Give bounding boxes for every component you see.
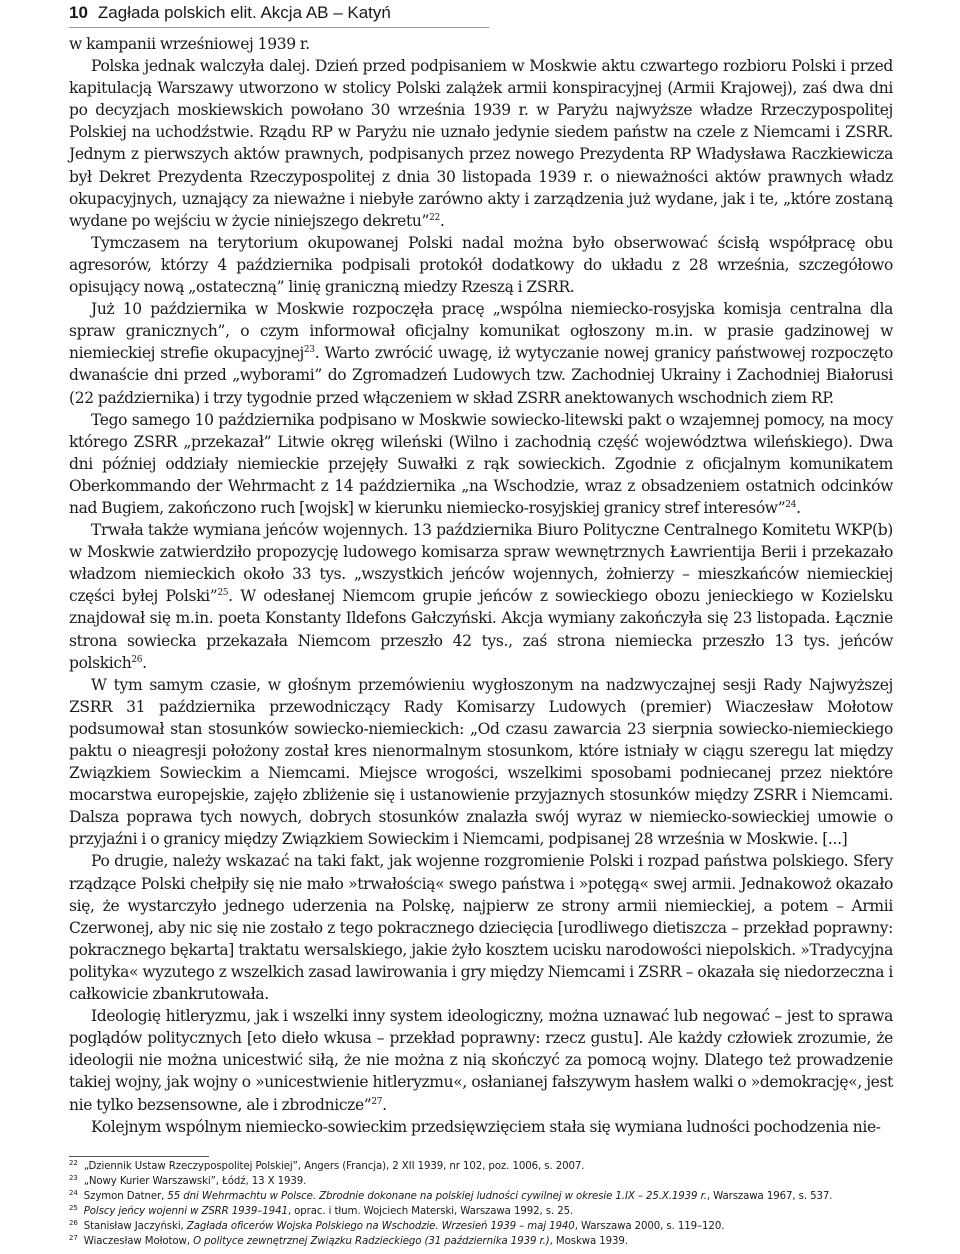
footnote-number: 24: [69, 1188, 78, 1197]
paragraph: Tego samego 10 października podpisano w Moskwie sowiecko-litewski pakt o wzajemnej pomocy, na mocy którego ZSRR „przekazał” Litwie okręg wileński (Wilno i zachodnią część województwa wileńskiego). Dwa dni później oddziały niemieckie przejęły Suwałki z rąk sowieckich. Zgodnie z oficjalnym komunikatem Oberkommando der Wehrmacht z 14 października „na Wschodzie, wraz z obsadzeniem ostatnich odcinków nad Bugiem, zakończono ruch [wojsk] w kierunku niemiecko-rosyjskiej granicy stref interesów”$^{24}$.: [69, 410, 893, 517]
footnote-ref: 27: [371, 1096, 383, 1107]
footnote: $^{24}$ Szymon Datner, 55 dni Wehrmachtu w Polsce. Zbrodnie dokonane na polskiej ludności cywilnej w okresie 1.IX – 25.X.1939 r., Warszawa 1967, s. 537.: [69, 1188, 833, 1203]
footnote: $^{25}$ Polscy jeńcy wojenni w ZSRR 1939–1941, oprac. i tłum. Wojciech Materski, Warszawa 1992, s. 25.: [69, 1203, 574, 1218]
paragraph: Tymczasem na terytorium okupowanej Polski nadal można było obserwować ścisłą współpracę obu agresorów, którzy 4 października podpisali protokół dodatkowy do układu z 28 września, szczegółowo opisujący nową „ostateczną” linię graniczną miedzy Rzeszą i ZSRR.: [69, 233, 893, 297]
paragraph: Trwała także wymiana jeńców wojennych. 13 października Biuro Polityczne Centralnego Komitetu WKP(b) w Moskwie zatwierdziło propozycję ludowego komisarza spraw wewnętrznych Ławrientija Berii i przekazało władzom niemieckich około 33 tys. „wszystkich jeńców wojennych, żołnierzy – mieszkańców niemieckiej części byłej Polski”$^{25}$. W odesłanej Niemcom grupie jeńców z sowieckiego obozu jenieckiego w Kozielsku znajdował się m.in. poeta Konstanty Ildefons Gałczyński. Akcja wymiany zakończyła się 23 listopada. Łącznie strona sowiecka przekazała Niemcom przeszło 42 tys., zaś strona niemiecka przeszło 13 tys. jeńców polskich$^{26}$.: [69, 521, 894, 672]
paragraph: Po drugie, należy wskazać na taki fakt, jak wojenne rozgromienie Polski i rozpad państwa polskiego. Sfery rządzące Polski chełpiły się nie mało »trwałością« swego państwa i »potęgą« swej armii. Jednakowoż okazało się, że wystarczyło jednego uderzenia na Polskę, najpierw ze strony armii niemieckiej, a potem – Armii Czerwonej, aby nic się nie zostało z tego pokracznego dziecięcia [urodliwego dietiszcza – przekład poprawny: pokracznego bękarta] traktatu wersalskiego, jakie żyło kosztem ucisku narodowości niepolskich. »Tradycyjna polityka« wyzutego z wszelkich zasad lawirowania i gry między Niemcami i ZSRR – okazała się niedorzeczna i całkowicie zbankrutowała.: [69, 852, 893, 1004]
footnote-number: 26: [69, 1218, 78, 1227]
footnote-ref: 26: [131, 654, 143, 665]
paragraph: Już 10 października w Moskwie rozpoczęła pracę „wspólna niemiecko-rosyjska komisja centralna dla spraw granicznych”, o czym informował oficjalny komunikat ogłoszony m.in. w prasie gadzinowej w niemieckiej strefie okupacyjnej$^{23}$. Warto zwrócić uwagę, iż wytyczanie nowej granicy państwowej rozpoczęto dwanaście dni przed „wyborami” do Zgromadzeń Ludowych tzw. Zachodniej Ukrainy i Zachodniej Białorusi (22 października) i trzy tygodnie przed włączeniem w skład ZSRR anektowanych wschodnich ziem RP.: [69, 300, 893, 407]
running-head-title: Zagłada polskich elit. Akcja AB – Katyń: [97, 3, 391, 22]
footnote-number: 23: [69, 1173, 78, 1182]
running-head-rule: [69, 27, 489, 28]
footnote: $^{23}$ „Nowy Kurier Warszawski”, Łódź, 13 X 1939.: [69, 1173, 307, 1188]
footnote-number: 27: [69, 1234, 78, 1243]
page-number: 10: [69, 3, 88, 22]
footnotes: [69, 1159, 893, 1250]
footnote-rule: [69, 1156, 209, 1157]
footnote-ref: 25: [217, 588, 229, 599]
main-text: [69, 33, 893, 1138]
footnote-number: 22: [69, 1158, 78, 1167]
footnote: $^{27}$ Wiaczesław Mołotow, O polityce zewnętrznej Związku Radzieckiego (31 października 1939 r.), Moskwa 1939.: [69, 1234, 628, 1248]
paragraph: Kolejnym wspólnym niemiecko-sowieckim przedsięwzięciem stała się wymiana ludności pochodzenia nie-: [91, 1117, 881, 1136]
footnote-ref: 22: [429, 212, 440, 223]
running-head: [69, 2, 920, 26]
paragraph: Ideologię hitleryzmu, jak i wszelki inny system ideologiczny, można uznawać lub negować – jest to sprawa poglądów politycznych [eto dieło wkusa – przekład poprawny: rzecz gustu]. Ale każdy człowiek zrozumie, że ideologii nie można unicestwić siłą, że nie można z nią skończyć za pomocą wojny. Dlatego też prowadzenie takiej wojny, jak wojny o »unicestwienie hitleryzmu«, osłanianej fałszywym hasłem walki o »demokrację«, jest nie tylko bezsensowne, ale i zbrodnicze”$^{27}$.: [69, 1007, 893, 1114]
footnote-number: 25: [69, 1203, 78, 1212]
footnote: $^{26}$ Stanisław Jaczyński, Zagłada oficerów Wojska Polskiego na Wschodzie. Wrzesień 1939 – maj 1940, Warszawa 2000, s. 119–120.: [69, 1218, 725, 1233]
paragraph: Polska jednak walczyła dalej. Dzień przed podpisaniem w Moskwie aktu czwartego rozbioru Polski i przed kapitulacją Warszawy utworzono w stolicy Polski zalążek armii konspiracyjnej (Armii Krajowej), zaś dwa dni po decyzjach moskiewskich powołano 30 września 1939 r. w Paryżu najwyższe władze Rrzeczypospolitej Polskiej na uchodźstwie. Rządu RP w Paryżu nie uznało jedynie siedem państw na czele z Niemcami i ZSRR. Jednym z pierwszych aktów prawnych, podpisanych przez nowego Prezydenta RP Władysława Raczkiewicza był Dekret Prezydenta Rzeczypospolitej z dnia 30 listopada 1939 r. o nieważności aktów prawnych władz okupacyjnych, uznający za nieważne i niebyłe zarówno akty i zarządzenia już wydane, jak i te, „które zostaną wydane po wejściu w życie niniejszego dekretu”$^{22}$.: [69, 57, 893, 230]
footnote-ref: 23: [303, 345, 315, 356]
paragraph: w kampanii wrześniowej 1939 r.: [69, 35, 310, 53]
footnote-ref: 24: [785, 499, 797, 510]
footnote: $^{22}$ „Dziennik Ustaw Rzeczypospolitej Polskiej”, Angers (Francja), 2 XII 1939, nr 102, poz. 1006, s. 2007.: [69, 1158, 585, 1172]
paragraph: W tym samym czasie, w głośnym przemówieniu wygłoszonym na nadzwyczajnej sesji Rady Najwyższej ZSRR 31 października przewodniczący Rady Komisarzy Ludowych (premier) Wiaczesław Mołotow podsumował stan stosunków sowiecko-niemieckich: „Od czasu zawarcia 23 sierpnia sowiecko-niemieckiego paktu o nieagresji położony został kres nienormalnym stosunkom, które istniały w ciągu szeregu lat między Związkiem Sowieckim a Niemcami. Miejsce wrogości, wszelkimi sposobami podniecanej przez niektóre mocarstwa europejskie, zajęło zbliżenie się i ustanowienie przyjaznych stosunków między ZSRR i Niemcami. Dalsza poprawa tych nowych, dobrych stosunków znalazła swój wyraz w niemiecko-sowieckiej umowie o przyjaźni i o granicy między Związkiem Sowieckim i Niemcami, podpisanej 28 września w Moskwie. [...]: [69, 675, 893, 849]
